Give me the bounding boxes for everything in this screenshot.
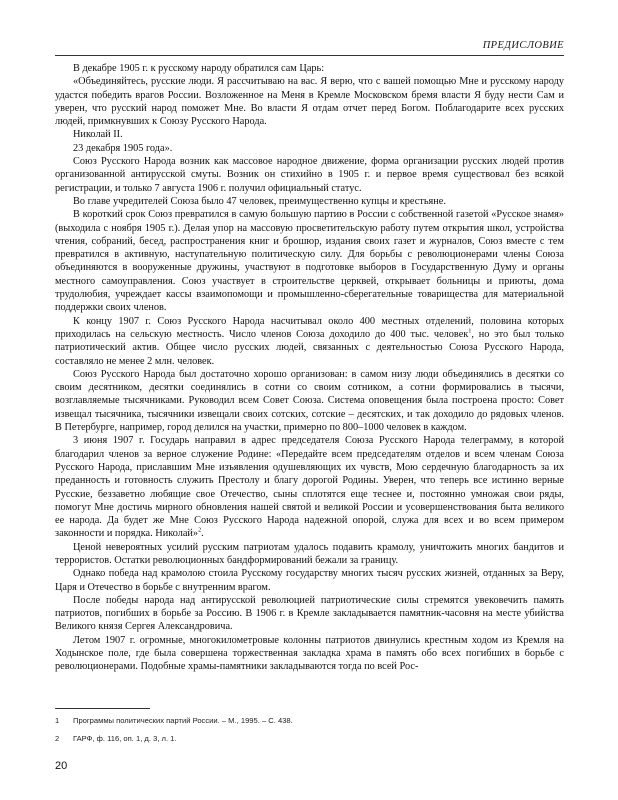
paragraph: В декабре 1905 г. к русскому народу обратился сам Царь: — [73, 63, 325, 74]
paragraph: Союз Русского Народа был достаточно хорошо организован: в самом низу люди объединялись в десятки со своим десятником, десятки соединялись в сотни со своим сотником, а сотни формировались в тысячи, возглавляемые тысячниками. Руководил всем Совет Союза. Система оповещения была построена просто: Совет извещал тысячника, тысячники извещали своих сотских, сотские – десятских, и так доходило до рядовых членов. В Петербурге, например, город делился на участки, примерно по 800–1000 человек в каждом. — [55, 368, 564, 434]
footnote — [55, 714, 564, 728]
paragraph-text: 3 июня 1907 г. Государь направил в адрес председателя Союза Русского Народа телеграмму, в которой благодарил членов за верное служение Родине: «Передайте всем председателям отделов и всем членам Союза Русского Народа, приславшим Мне изъявления одушевляющих их чувств, Мою сердечную благодарность за их преданность и готовность служить Престолу и благу дорогой Родины. Уверен, что теперь все истинно верные Русские, беззаветно любящие свое Отечество, сыны сплотятся еще теснее и, постоянно умножая свои ряды, помогут Мне достичь мирного обновления нашей святой и великой России и усовершенствования быта великого ее народа. Да будет же Мне Союз Русского Народа надежной опорой, служа для всех и во всем примером законности и порядка. Николай» — [55, 435, 564, 540]
paragraph-text: К концу 1907 г. Союз Русского Народа насчитывал около 400 местных отделений, половина которых приходилась на сельскую местность. Число членов Союза доходило до 400 тыс. человек — [55, 315, 564, 340]
footnote-ref[interactable]: 2 — [198, 527, 202, 534]
paragraph: Союз Русского Народа возник как массовое народное движение, форма организации русских людей против организованной антирусской смуты. Возник он стихийно в 1905 г. и первое время существовал без всякой регистрации, и только 7 августа 1906 г. получил официальный статус. — [55, 156, 564, 194]
footnote-number: 2 — [55, 734, 60, 743]
paragraph-text: , но это был только патриотический актив. Общее число русских людей, связанных с деятельностью Союза Русского Народа, составляло не менее 2 млн. человек. — [55, 328, 564, 367]
paragraph: Летом 1907 г. огромные, многокилометровые колонны патриотов двинулись крестным ходом из Кремля на Ходынское поле, где была совершена торжественная закладка храма в память обо всех погибших в борьбе с революционерами. Подобные храмы-памятники закладываются тогда по всей Рос- — [55, 634, 564, 673]
paragraph: «Объединяйтесь, русские люди. Я рассчитываю на вас. Я верю, что с вашей помощью Мне и русскому народу удастся победить врагов России. Возложенное на Меня в Кремле Московском бремя власти Я буду нести Сам и уверен, что русский народ поможет Мне. Во власти Я отдам отчет перед Богом. Поблагодарите всех русских людей, примкнувших к Союзу Русского Народа. — [55, 76, 564, 128]
footnote-text: ГАРФ, ф. 116, оп. 1, д. 3, л. 1. — [73, 734, 177, 743]
footnote — [55, 732, 564, 746]
header-rule — [55, 55, 564, 56]
page-number: 20 — [55, 760, 68, 772]
running-header: ПРЕДИСЛОВИЕ — [482, 40, 564, 51]
paragraph — [55, 434, 564, 540]
paragraph: Ценой невероятных усилий русским патриотам удалось подавить крамолу, уничтожить многих бандитов и террористов. Остатки революционных бандформирований бежали за границу. — [55, 541, 564, 566]
paragraph-text: . — [201, 528, 204, 540]
paragraph: 23 декабря 1905 года». — [73, 142, 173, 154]
footnote-ref[interactable]: 1 — [468, 328, 472, 335]
footnote-text: Программы политических партий России. – М., 1995. – С. 438. — [73, 716, 293, 725]
paragraph: Однако победа над крамолою стоила Русскому государству многих тысяч русских жизней, отданных за Веру, Царя и Отечество в борьбе с внутренним врагом. — [55, 568, 564, 593]
paragraph — [55, 315, 564, 368]
footnote-rule — [55, 708, 150, 709]
paragraph: Во главе учредителей Союза было 47 человек, преимущественно купцы и крестьяне. — [73, 195, 446, 207]
body-text — [55, 62, 564, 674]
footnotes — [55, 714, 564, 750]
paragraph: После победы народа над антирусской революцией патриотические силы стремятся увековечить память патриотов, погибших в борьбе за Россию. В 1906 г. в Кремле закладывается памятник-часовня на месте убийства Великого князя Сергея Александровича. — [55, 594, 564, 633]
paragraph: Николай II. — [73, 129, 123, 141]
footnote-number: 1 — [55, 716, 60, 725]
paragraph: В короткий срок Союз превратился в самую большую партию в России с собственной газетой «Русское знамя» (выходила с ноября 1905 г.). Делая упор на массовую просветительскую работу путем открытия школ, устройства чтения, собраний, бесед, распространения книг и брошюр, издания своих газет и журналов, Союз вместе с тем превратился в активную, наступательную политическую силу. Для борьбы с революционерами члены Союза объединяются в вооруженные дружины, участвуют в подготовке выборов в Государственную Думу и органы местного самоуправления. Союз участвует в строительстве церквей, открывает больницы и приюты, дома трудолюбия, учреждает кассы взаимопомощи и промышленно-сберегательные товарищества для материальной поддержки своих членов. — [55, 209, 564, 314]
